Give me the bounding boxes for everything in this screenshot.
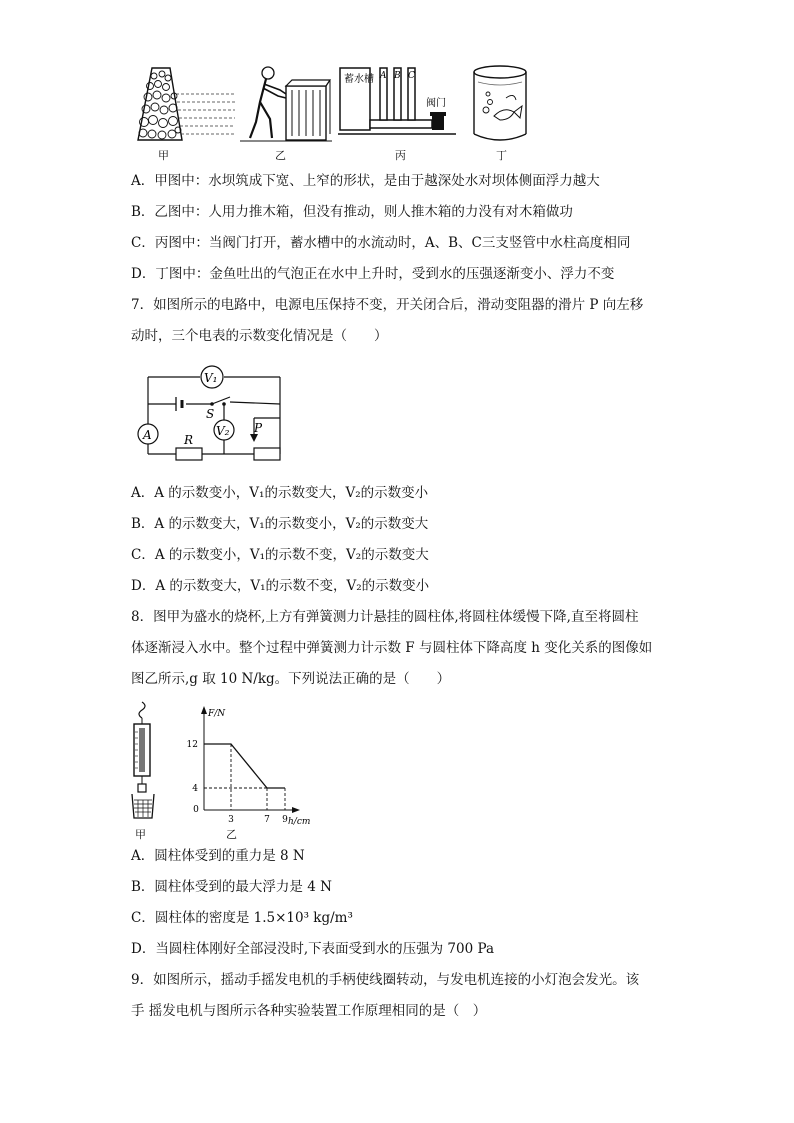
fig-label-ding: 丁 <box>496 149 507 162</box>
q7-option-b: B．A 的示数变大，V₁的示数变小，V₂的示数变大 <box>131 516 429 532</box>
tank-label: 蓄水槽 <box>344 74 374 85</box>
v1-label: V₁ <box>204 371 218 385</box>
spring-scale-figure <box>130 700 160 830</box>
chart-y-arrow <box>201 706 207 714</box>
q7-option-a: A．A 的示数变小，V₁的示数变大，V₂的示数变小 <box>131 485 429 501</box>
chart-tick-x-9: 9 <box>282 815 288 825</box>
q7-stem-line1: 7．如图所示的电路中，电源电压保持不变，开关闭合后，滑动变阻器的滑片 P 向左移 <box>131 297 644 313</box>
fish-tank-figure <box>470 62 530 144</box>
chart-xlabel: h/cm <box>288 817 311 827</box>
slider-label: P <box>254 421 263 435</box>
q6-figures <box>130 62 530 162</box>
q6-option-d: D．丁图中：金鱼吐出的气泡正在水中上升时，受到水的压强逐渐变小、浮力不变 <box>131 266 615 282</box>
chart-x-arrow <box>292 807 300 813</box>
pipe-label-a: A <box>380 71 387 81</box>
switch-label: S <box>206 407 215 421</box>
resistor-label: R <box>184 433 194 447</box>
chart-ylabel: F/N <box>208 709 226 719</box>
fig-label-yi: 乙 <box>275 149 286 162</box>
q8-stem-line1: 8．图甲为盛水的烧杯,上方有弹簧测力计悬挂的圆柱体,将圆柱体缓慢下降,直至将圆柱 <box>131 609 639 625</box>
q8-fig-label-yi: 乙 <box>226 828 237 841</box>
q8-stem-line2: 体逐渐浸入水中。整个过程中弹簧测力计示数 F 与圆柱体下降高度 h 变化关系的图像如 <box>131 640 653 656</box>
q7-option-d: D．A 的示数变大，V₁的示数不变，V₂的示数变小 <box>131 578 430 594</box>
chart-series-line <box>204 744 285 788</box>
q8-option-a: A．圆柱体受到的重力是 8 N <box>131 848 305 864</box>
q7-stem-line2: 动时，三个电表的示数变化情况是（ ） <box>131 328 388 344</box>
q8-option-c: C．圆柱体的密度是 1.5×10³ kg/m³ <box>131 910 353 926</box>
q8-stem-line3: 图乙所示,g 取 10 N/kg。下列说法正确的是（ ） <box>131 671 451 687</box>
q6-option-c: C．丙图中：当阀门打开，蓄水槽中的水流动时，A、B、C三支竖管中水柱高度相同 <box>131 235 631 251</box>
v2-label: V₂ <box>216 424 230 438</box>
q7-option-c: C．A 的示数变小，V₁的示数不变，V₂的示数变大 <box>131 547 429 563</box>
chart-tick-x-0: 0 <box>193 805 199 815</box>
q9-stem-line1: 9．如图所示，摇动手摇发电机的手柄使线圈转动，与发电机连接的小灯泡会发光。该 <box>131 972 640 988</box>
chart-tick-x-3: 3 <box>228 815 234 825</box>
chart-tick-y-4: 4 <box>192 784 198 794</box>
fig-label-bing: 丙 <box>395 149 406 162</box>
pipe-label-b: B <box>394 71 401 81</box>
chart-tick-y-12: 12 <box>186 740 198 750</box>
circuit-diagram <box>130 362 290 464</box>
q6-option-a: A．甲图中：水坝筑成下宽、上窄的形状，是由于越深处水对坝体侧面浮力越大 <box>131 173 600 189</box>
push-box-figure <box>230 64 335 144</box>
q8-option-b: B．圆柱体受到的最大浮力是 4 N <box>131 879 332 895</box>
fig-label-jia: 甲 <box>158 149 169 162</box>
ammeter-label: A <box>143 428 152 442</box>
q6-option-b: B．乙图中：人用力推木箱，但没有推动，则人推木箱的力没有对木箱做功 <box>131 204 573 220</box>
q9-stem-line2: 手 摇发电机与图所示各种实验装置工作原理相同的是（ ） <box>131 1003 487 1019</box>
pipe-label-c: C <box>408 71 415 81</box>
q8-option-d: D．当圆柱体刚好全部浸没时,下表面受到水的压强为 700 Pa <box>131 941 494 957</box>
force-height-chart <box>170 702 320 832</box>
chart-tick-x-7: 7 <box>264 815 270 825</box>
dam-figure <box>130 62 240 144</box>
q8-fig-label-jia: 甲 <box>135 828 146 841</box>
valve-label: 阀门 <box>426 98 446 109</box>
tank-pipes-figure <box>338 62 458 144</box>
